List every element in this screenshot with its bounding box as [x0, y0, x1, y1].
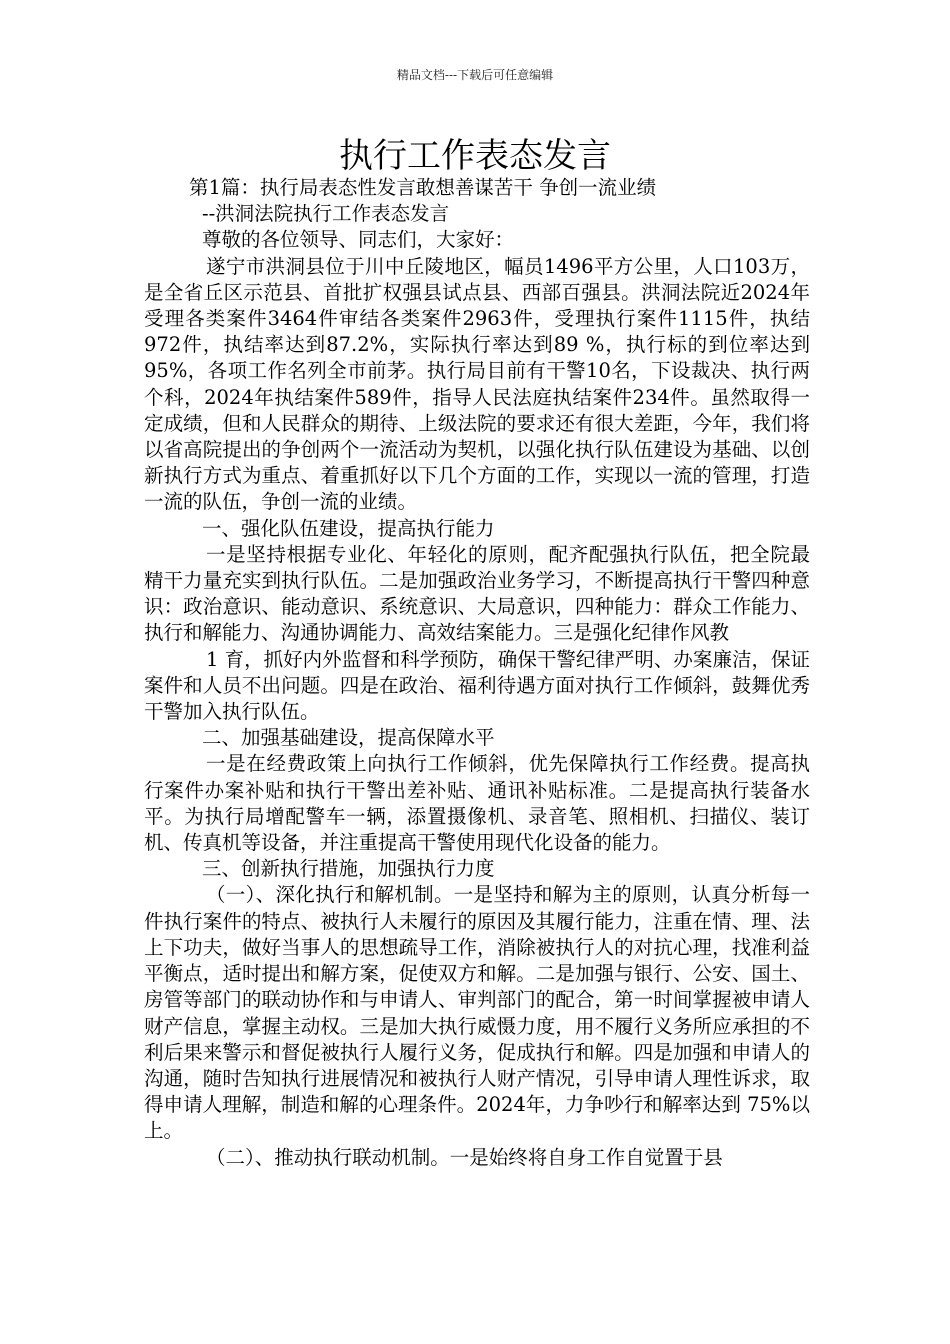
paragraph-intro: 遂宁市洪洞县位于川中丘陵地区，幅员1496平方公里，人口103万，是全省丘区示范县、首批扩权强县试点县、西部百强县。洪洞法院近2024年受理各类案件3464件审结各类案件2963件，受理执行案件1115件，执结972件，执结率达到87.2%，实际执行率达到89 %，执行标的到位率达到95%，各项工作名列全市前茅。执行局目前有干警10名，下设裁决、执行两个科，2024年执结案件589件，指导人民法庭执结案件234件。虽然取得一定成绩，但和人民群众的期待、上级法院的要求还有很大差距，今年，我们将以省高院提出的争创两个一流活动为契机，以强化执行队伍建设为基础、以创新执行方式为重点、着重抓好以下几个方面的工作，实现以一流的管理，打造一流的队伍，争创一流的业绩。 — [144, 254, 810, 514]
document-body — [144, 175, 810, 1171]
section-heading-2: 二、加强基础建设，提高保障水平 — [202, 726, 495, 750]
paragraph-section-1a: 一是坚持根据专业化、年轻化的原则，配齐配强执行队伍，把全院最精干力量充实到执行队伍。二是加强政治业务学习，不断提高执行干警四种意识：政治意识、能动意识、系统意识、大局意识，四种能力：群众工作能力、执行和解能力、沟通协调能力、高效结案能力。三是强化纪律作风教 — [144, 542, 810, 645]
paragraph-section-3-1: （一）、深化执行和解机制。一是坚持和解为主的原则，认真分析每一件执行案件的特点、被执行人未履行的原因及其履行能力，注重在情、理、法上下功夫，做好当事人的思想疏导工作，消除被执行人的对抗心理，找准利益平衡点，适时提出和解方案，促使双方和解。二是加强与银行、公安、国土、房管等部门的联动协作和与申请人、审判部门的配合，第一时间掌握被申请人财产信息，掌握主动权。三是加大执行威慑力度，用不履行义务所应承担的不利后果来警示和督促被执行人履行义务，促成执行和解。四是加强和申请人的沟通，随时告知执行进展情况和被执行人财产情况，引导申请人理性诉求，取得申请人理解，制造和解的心理条件。2024年，力争吵行和解率达到 75%以上。 — [144, 883, 810, 1143]
greeting-line: 尊敬的各位领导、同志们，大家好： — [202, 228, 515, 252]
paragraph-section-3-2: （二）、推动执行联动机制。一是始终将自身工作自觉置于县 — [206, 1145, 723, 1169]
paragraph-section-2: 一是在经费政策上向执行工作倾斜，优先保障执行工作经费。提高执行案件办案补贴和执行干警出差补贴、通讯补贴标准。二是提高执行装备水平。为执行局增配警车一辆，添置摄像机、录音笔、照相机、扫描仪、装订机、传真机等设备，并注重提高干警使用现代化设备的能力。 — [144, 752, 810, 855]
paragraph-section-1b: 1 育，抓好内外监督和科学预防，确保干警纪律严明、办案廉洁，保证案件和人员不出问题。四是在政治、福利待遇方面对执行工作倾斜，鼓舞优秀干警加入执行队伍。 — [144, 647, 810, 724]
section-heading-3: 三、创新执行措施，加强执行力度 — [202, 857, 495, 881]
document-title: 执行工作表态发言 — [339, 136, 611, 176]
section-heading-1: 一、强化队伍建设，提高执行能力 — [202, 516, 495, 540]
subtitle-line: 第1篇：执行局表态性发言敢想善谋苦干 争创一流业绩 — [189, 176, 657, 199]
subtitle-sub-line: --洪洞法院执行工作表态发言 — [202, 202, 450, 226]
page-header: 精品文档---下载后可任意编辑 — [396, 68, 554, 82]
